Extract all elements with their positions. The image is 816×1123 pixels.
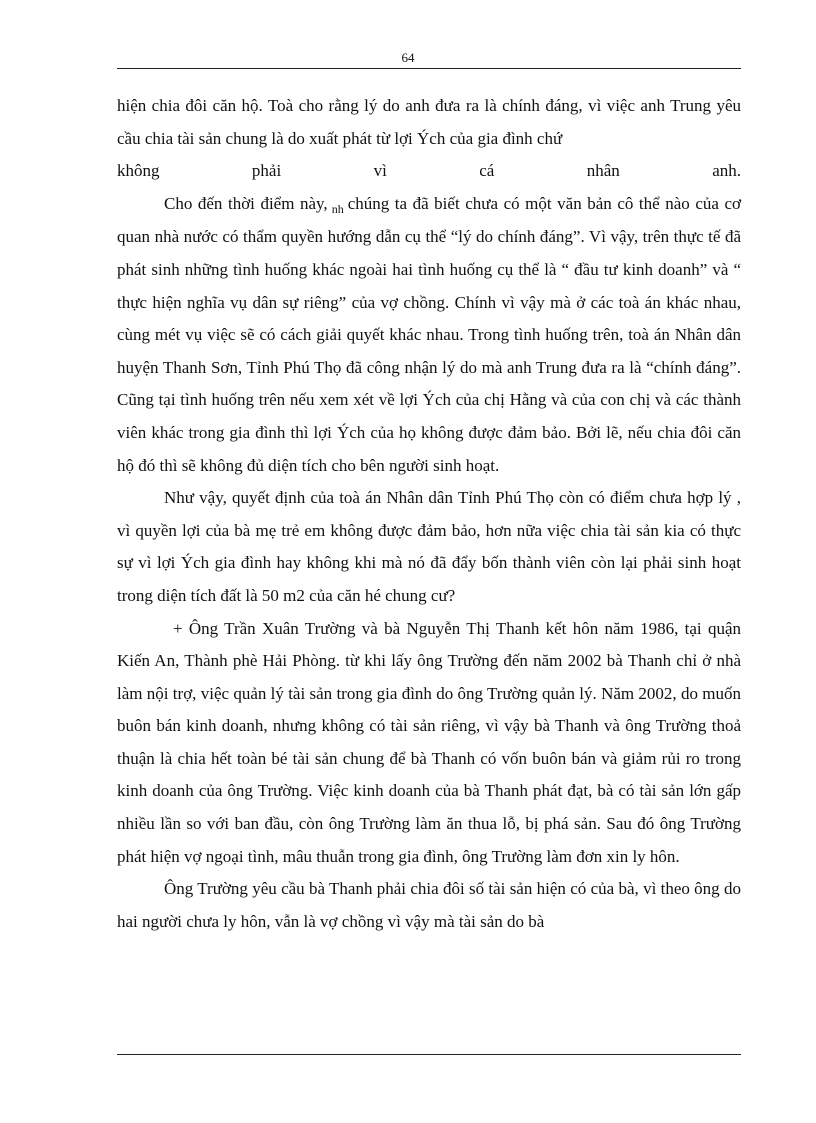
paragraph-3: Như vậy, quyết định của toà án Nhân dân Tỉnh Phú Thọ còn có điểm chưa hợp lý , vì quyền lợi của bà mẹ trẻ em không được đảm bảo, hơn nữa việc chia tài sản kia có thực sự vì lợi Ých gia đình hay không khi mà nó đã đẩy bốn thành viên còn lại phải sinh hoạt trong diện tích đất là 50 m2 của căn hé chung cư?: [117, 488, 741, 605]
paragraph-5: Ông Trường yêu cầu bà Thanh phải chia đôi số tài sản hiện có của bà, vì theo ông do hai người chưa ly hôn, vẫn là vợ chồng vì vậy mà tài sản do bà: [117, 879, 741, 931]
document-body: [117, 90, 741, 938]
page-number: 64: [401, 50, 415, 65]
paragraph-2-start: Cho đến thời điểm này,: [164, 193, 328, 213]
header-rule: [117, 68, 741, 69]
paragraph-2-rest: chúng ta đã biết chưa có một văn bản cô thể nào của cơ quan nhà nước có thẩm quyền hướng dẫn cụ thể “lý do chính đáng”. Vì vậy, trên thực tế đã phát sinh những tình huống khác ngoài hai tình huống cụ thể là “ đầu tư kinh doanh” và “ thực hiện nghĩa vụ dân sự riêng” của vợ chồng. Chính vì vậy mà ở các toà án khác nhau, cùng mét vụ việc sẽ có cách giải quyết khác nhau. Trong tình huống trên, toà án Nhân dân huyện Thanh Sơn, Tỉnh Phú Thọ đã công nhận lý do mà anh Trung đưa ra là “chính đáng”. Cũng tại tình huống trên nếu xem xét về lợi Ých của chị Hằng và của con chị và các thành viên khác trong gia đình thì lợi Ých của họ không được đảm bảo. Bởi lẽ, nếu chia đôi căn hộ đó thì sẽ không đủ diện tích cho bên người sinh hoạt.: [117, 193, 741, 475]
paragraph-1-last-line: không phải vì cá nhân anh.: [117, 161, 741, 181]
paragraph-4: + Ông Trần Xuân Trường và bà Nguyễn Thị Thanh kết hôn năm 1986, tại quận Kiến An, Thành phè Hải Phòng. từ khi lấy ông Trường đến năm 2002 bà Thanh chỉ ở nhà làm nội trợ, việc quản lý tài sản trong gia đình do ông Trường quản lý. Năm 2002, do muốn buôn bán kinh doanh, nhưng không có tài sản riêng, vì vậy bà Thanh và ông Trường thoả thuận là chia hết toàn bé tài sản chung để bà Thanh có vốn buôn bán và giảm rủi ro trong kinh doanh của ông Trường. Việc kinh doanh của bà Thanh phát đạt, bà có tài sản lớn gấp nhiều lần so với ban đầu, còn ông Trường làm ăn thua lỗ, bị phá sản. Sau đó ông Trường phát hiện vợ ngoại tình, mâu thuẫn trong gia đình, ông Trường làm đơn xin ly hôn.: [117, 618, 741, 866]
paragraph-2: [117, 188, 741, 482]
stray-text-fragment: nh: [331, 201, 344, 216]
paragraph-1: hiện chia đôi căn hộ. Toà cho rằng lý do anh đưa ra là chính đáng, vì việc anh Trung yêu cầu chia tài sản chung là do xuất phát từ lợi Ých của gia đình chứ: [117, 96, 741, 148]
footer-rule: [117, 1054, 741, 1055]
